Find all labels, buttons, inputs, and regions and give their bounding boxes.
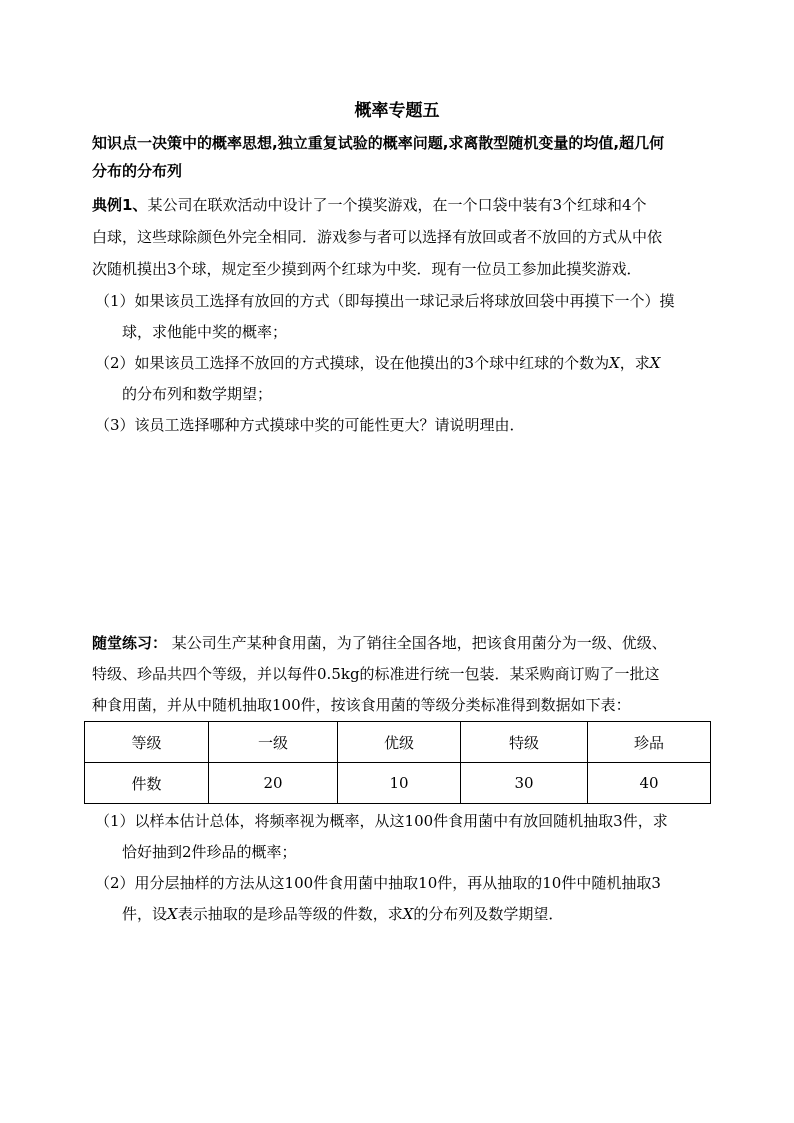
table-row xyxy=(85,763,711,804)
knowledge-point-line-1: 知识点一决策中的概率思想,独立重复试验的概率问题,求离散型随机变量的均值,超几何 xyxy=(92,134,665,152)
grade-count-table xyxy=(84,721,711,804)
example1-question-3: （3）该员工选择哪种方式摸球中奖的可能性更大？请说明理由． xyxy=(95,416,525,434)
example1-text-1: 某公司在联欢活动中设计了一个摸奖游戏，在一个口袋中装有3个红球和4个 xyxy=(147,196,647,214)
practice-text-1: 某公司生产某种食用菌，为了销往全国各地，把该食用菌分为一级、优级、 xyxy=(167,634,667,652)
practice-label: 随堂练习： xyxy=(92,634,168,652)
example1-line-1 xyxy=(92,192,722,218)
page-title: 概率专题五 xyxy=(354,101,440,121)
practice-question-1-line-1: （1）以样本估计总体，将频率视为概率，从这100件食用菌中有放回随机抽取3件，求 xyxy=(95,812,668,830)
table-header-cell: 优级 xyxy=(338,722,461,763)
example1-question-2-line-2: 的分布列和数学期望； xyxy=(122,385,273,403)
example1-line-2: 白球，这些球除颜色外完全相同．游戏参与者可以选择有放回或者不放回的方式从中依 xyxy=(92,228,663,246)
q2-text-a: （2）如果该员工选择不放回的方式摸球，设在他摸出的3个球中红球的个数为 xyxy=(95,354,610,372)
practice-question-2-line-2 xyxy=(122,901,752,927)
table-cell: 10 xyxy=(338,763,461,804)
table-cell: 40 xyxy=(588,763,711,804)
q2-text-b: ，求 xyxy=(619,354,650,372)
table-header-cell: 等级 xyxy=(85,722,209,763)
example1-question-1-line-1: （1）如果该员工选择有放回的方式（即每摸出一球记录后将球放回袋中再摸下一个）摸 xyxy=(95,292,675,310)
practice-line-3: 种食用菌，并从中随机抽取100件，按该食用菌的等级分类标准得到数据如下表： xyxy=(92,696,631,714)
table-cell: 20 xyxy=(209,763,338,804)
table-header-cell: 一级 xyxy=(209,722,338,763)
pq2-text-b: 表示抽取的是珍品等级的件数，求 xyxy=(177,905,403,923)
variable-x: X xyxy=(167,905,178,923)
example1-line-3: 次随机摸出3个球，规定至少摸到两个红球为中奖．现有一位员工参加此摸奖游戏． xyxy=(92,260,642,278)
pq2-text-c: 的分布列及数学期望． xyxy=(413,905,564,923)
practice-line-1 xyxy=(92,630,722,656)
example1-label: 典例1、 xyxy=(92,196,148,214)
table-row xyxy=(85,722,711,763)
example1-question-2-line-1 xyxy=(95,350,725,376)
table-header-cell: 珍品 xyxy=(588,722,711,763)
pq2-text-a: 件，设 xyxy=(122,905,168,923)
table-cell: 30 xyxy=(461,763,588,804)
variable-x: X xyxy=(402,905,414,923)
table-cell: 件数 xyxy=(85,763,209,804)
practice-question-1-line-2: 恰好抽到2件珍品的概率； xyxy=(122,843,297,861)
practice-line-2: 特级、珍品共四个等级，并以每件0.5kg的标准进行统一包装．某采购商订购了一批这 xyxy=(92,665,660,683)
example1-question-1-line-2: 球，求他能中奖的概率； xyxy=(122,323,288,341)
practice-question-2-line-1: （2）用分层抽样的方法从这100件食用菌中抽取10件，再从抽取的10件中随机抽取3 xyxy=(95,874,661,892)
variable-x: X xyxy=(649,354,661,372)
table-header-cell: 特级 xyxy=(461,722,588,763)
knowledge-point-line-2: 分布的分布列 xyxy=(92,162,183,180)
variable-x: X xyxy=(609,354,620,372)
